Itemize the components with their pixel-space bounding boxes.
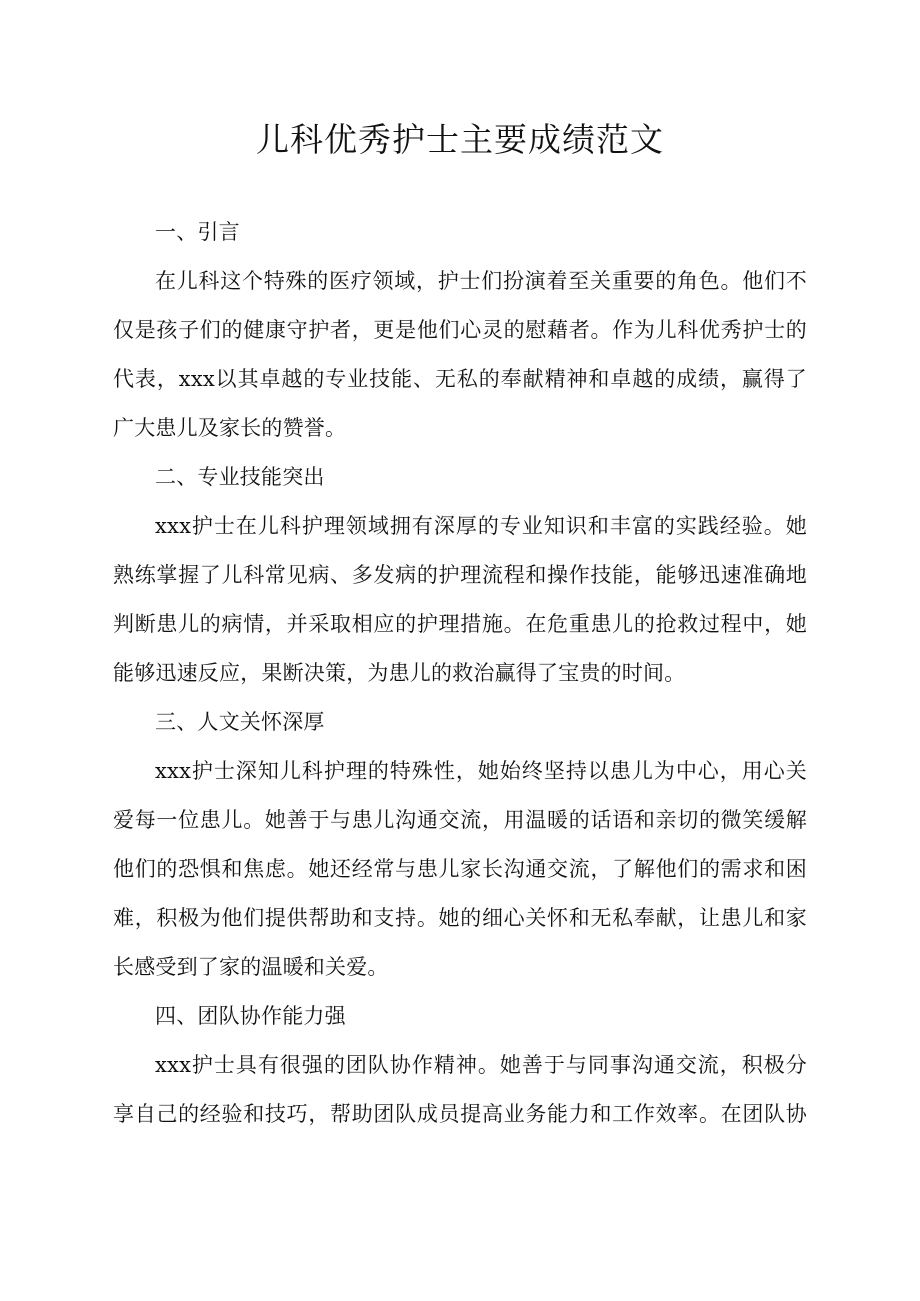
paragraph-line: 能够迅速反应，果断决策，为患儿的救治赢得了宝贵的时间。 bbox=[113, 661, 686, 685]
paragraph-line: 仅是孩子们的健康守护者，更是他们心灵的慰藉者。作为儿科优秀护士的 bbox=[113, 318, 807, 342]
paragraph-line: 熟练掌握了儿科常见病、多发病的护理流程和操作技能，能够迅速准确地 bbox=[113, 563, 807, 587]
paragraph-line: xxx护士具有很强的团队协作精神。她善于与同事沟通交流，积极分 bbox=[155, 1053, 807, 1077]
document-title: 儿科优秀护士主要成绩范文 bbox=[256, 120, 664, 159]
paragraph-line: 长感受到了家的温暖和关爱。 bbox=[113, 955, 389, 979]
paragraph-line: 判断患儿的病情，并采取相应的护理措施。在危重患儿的抢救过程中，她 bbox=[113, 612, 807, 636]
document-body bbox=[113, 208, 807, 1139]
section-heading-care: 三、人文关怀深厚 bbox=[155, 710, 325, 734]
paragraph-line: 广大患儿及家长的赞誉。 bbox=[113, 416, 347, 440]
paragraph-line: xxx护士在儿科护理领域拥有深厚的专业知识和丰富的实践经验。她 bbox=[155, 514, 807, 538]
paragraph-line: 他们的恐惧和焦虑。她还经常与患儿家长沟通交流，了解他们的需求和困 bbox=[113, 857, 807, 881]
paragraph-line: 难，积极为他们提供帮助和支持。她的细心关怀和无私奉献，让患儿和家 bbox=[113, 906, 807, 930]
paragraph-line: 爱每一位患儿。她善于与患儿沟通交流，用温暖的话语和亲切的微笑缓解 bbox=[113, 808, 807, 832]
section-heading-teamwork: 四、团队协作能力强 bbox=[155, 1004, 346, 1028]
section-heading-introduction: 一、引言 bbox=[155, 220, 240, 244]
paragraph-line: 代表，xxx以其卓越的专业技能、无私的奉献精神和卓越的成绩，赢得了 bbox=[113, 367, 807, 391]
paragraph-line: xxx护士深知儿科护理的特殊性，她始终坚持以患儿为中心，用心关 bbox=[155, 759, 807, 783]
paragraph-line: 在儿科这个特殊的医疗领域，护士们扮演着至关重要的角色。他们不 bbox=[155, 269, 807, 293]
paragraph-line: 享自己的经验和技巧，帮助团队成员提高业务能力和工作效率。在团队协 bbox=[113, 1102, 807, 1126]
section-heading-skills: 二、专业技能突出 bbox=[155, 465, 325, 489]
